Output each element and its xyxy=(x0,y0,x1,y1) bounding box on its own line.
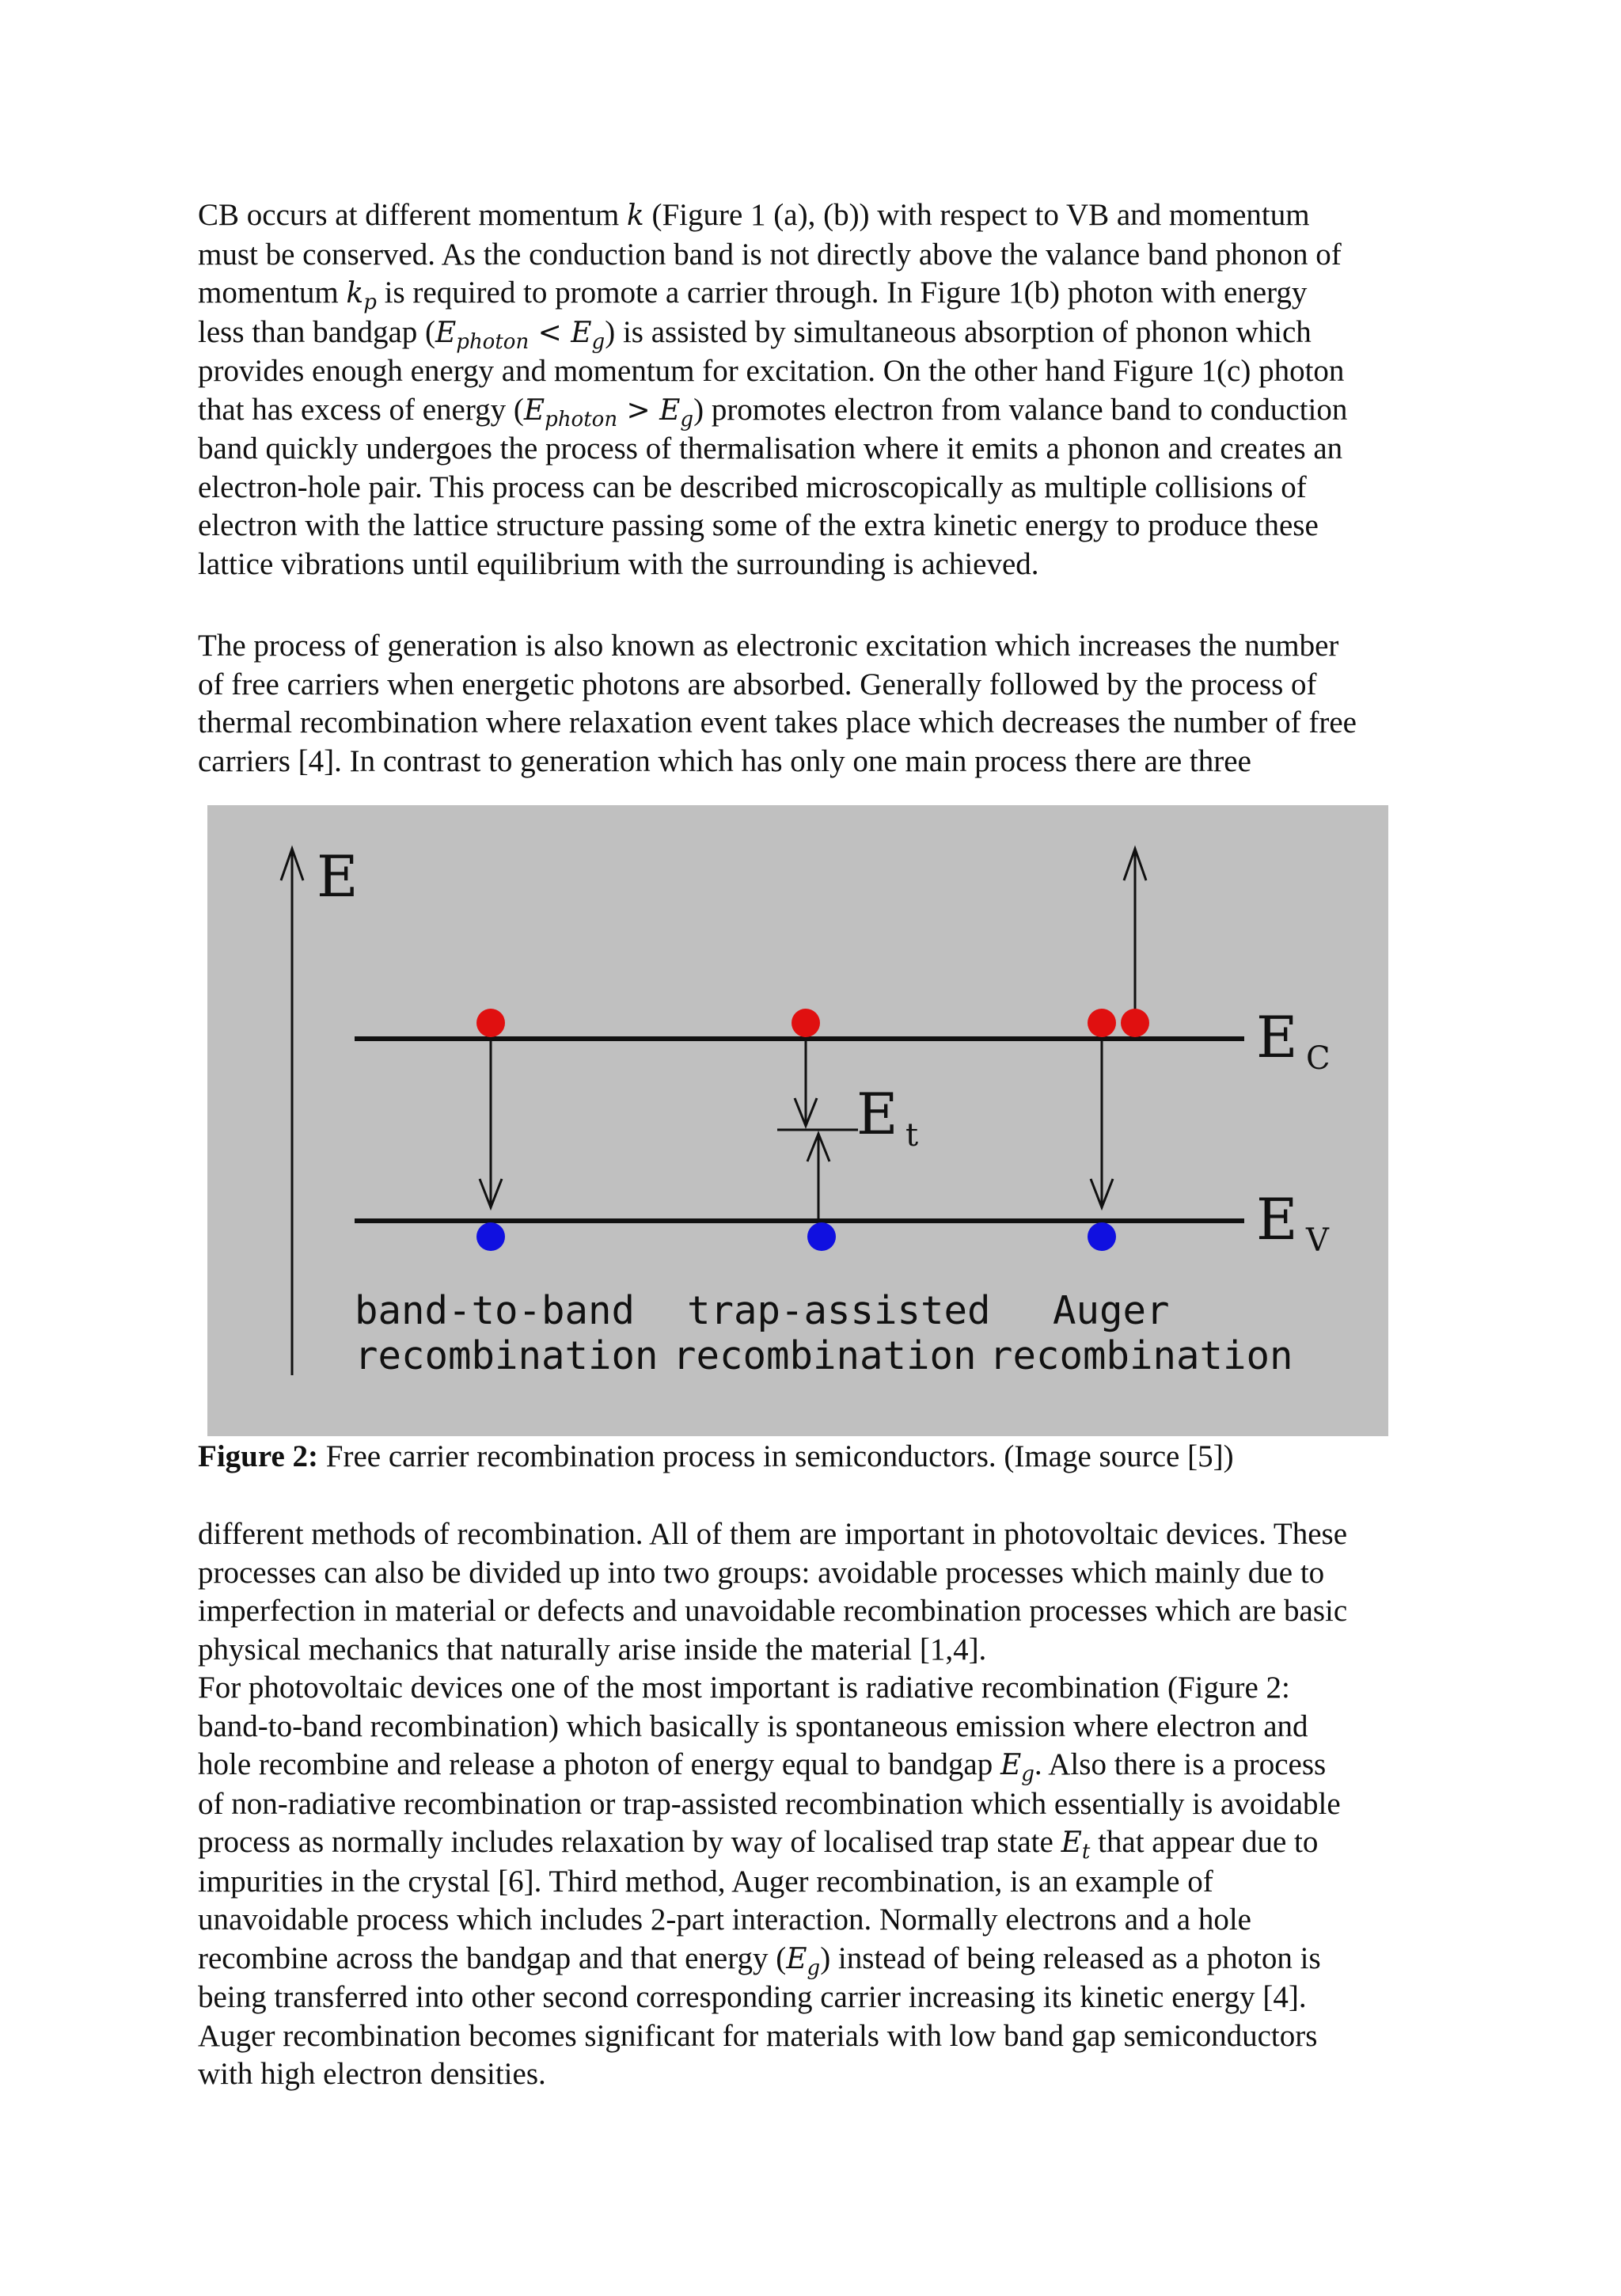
band-to-band-electron xyxy=(476,1009,505,1037)
paragraph-3-line: being transferred into other second corresponding carrier increasing its kinetic energy [4]. xyxy=(198,1980,1307,2014)
paragraph-3-line: Auger recombination becomes significant for materials with low band gap semiconductors xyxy=(198,2018,1318,2053)
figure-caption xyxy=(198,1438,1234,1476)
paragraph-2-line: of free carriers when energetic photons are absorbed. Generally followed by the process of xyxy=(198,667,1317,701)
paragraph-2-line: The process of generation is also known as electronic excitation which increases the number xyxy=(198,629,1339,663)
paragraph-3-line: band-to-band recombination) which basically is spontaneous emission where electron and xyxy=(198,1709,1308,1743)
et-subscript: t xyxy=(905,1117,919,1154)
ec-label: E xyxy=(1256,1004,1298,1070)
auger-label-2: recombination xyxy=(989,1333,1293,1378)
paragraph-1 xyxy=(198,196,1433,584)
paragraph-1-line: CB occurs at different momentum k (Figure 1 (a), (b)) with respect to VB and momentum xyxy=(198,198,1310,232)
trap-assisted-label-2: recombination xyxy=(673,1333,977,1378)
paragraph-3 xyxy=(198,1515,1433,2094)
paragraph-1-line: electron-hole pair. This process can be described microscopically as multiple collisions of xyxy=(198,469,1307,504)
paragraph-1-line: momentum $k_p$ is required to promote a carrier through. In Figure 1(b) photon with energy xyxy=(198,276,1308,314)
paragraph-3-line: of non-radiative recombination or trap-assisted recombination which essentially is avoidable xyxy=(198,1786,1341,1821)
paragraph-3-line: process as normally includes relaxation by way of localised trap state $E_t$ that appear due to xyxy=(198,1825,1319,1864)
auger-label-1: Auger xyxy=(1053,1288,1170,1333)
paragraph-3-line: processes can also be divided up into two groups: avoidable processes which mainly due to xyxy=(198,1555,1325,1590)
paragraph-1-line: electron with the lattice structure passing some of the extra kinetic energy to produce these xyxy=(198,508,1319,542)
ev-subscript: V xyxy=(1306,1222,1329,1259)
auger-electron-2 xyxy=(1121,1009,1149,1037)
trap-assisted-label-1: trap-assisted xyxy=(687,1288,991,1333)
paragraph-3-line: For photovoltaic devices one of the most important is radiative recombination (Figure 2: xyxy=(198,1671,1290,1705)
paragraph-1-line: that has excess of energy $(E_{photon} > E_g)$ promotes electron from valance band to conduction xyxy=(198,392,1348,431)
band-to-band-label-2: recombination xyxy=(355,1333,659,1378)
et-label: E xyxy=(856,1081,898,1147)
paragraph-3-line: hole recombine and release a photon of energy equal to bandgap $E_g$. Also there is a process xyxy=(198,1747,1327,1786)
ec-subscript: C xyxy=(1306,1040,1331,1077)
band-to-band-label-1: band-to-band xyxy=(355,1288,636,1333)
energy-axis-label: E xyxy=(317,843,359,910)
trap-assisted-hole xyxy=(807,1222,836,1251)
paragraph-3-line: different methods of recombination. All of them are important in photovoltaic devices. These xyxy=(198,1517,1348,1551)
band-to-band-hole xyxy=(476,1222,505,1251)
math-symbol: k xyxy=(626,200,644,232)
figure-caption-label: Figure 2: xyxy=(198,1439,319,1473)
ev-label: E xyxy=(1256,1186,1298,1253)
math-symbol: $E_g$ xyxy=(786,1942,821,1980)
paragraph-3-line: impurities in the crystal [6]. Third method, Auger recombination, is an example of xyxy=(198,1864,1213,1899)
auger-hole xyxy=(1088,1222,1116,1251)
math-symbol: $E_g$ xyxy=(1000,1749,1034,1786)
auger-electron-1 xyxy=(1088,1009,1116,1037)
paragraph-3-line: recombine across the bandgap and that energy $(E_g)$ instead of being released as a photon is xyxy=(198,1941,1321,1980)
paragraph-2-line: thermal recombination where relaxation event takes place which decreases the number of free xyxy=(198,705,1357,739)
trap-assisted-electron xyxy=(792,1009,820,1037)
math-symbol: $E_t$ xyxy=(1061,1827,1091,1864)
paragraph-1-line: provides enough energy and momentum for excitation. On the other hand Figure 1(c) photon xyxy=(198,354,1345,388)
math-symbol: $k_p$ xyxy=(346,277,377,314)
paragraph-3-line: imperfection in material or defects and unavoidable recombination processes which are basic xyxy=(198,1594,1348,1628)
paragraph-3-line: physical mechanics that naturally arise inside the material [1,4]. xyxy=(198,1632,987,1667)
math-symbol: $E_{photon} < E_g$ xyxy=(435,316,606,354)
recombination-figure xyxy=(207,805,1388,1436)
paragraph-3-line: unavoidable process which includes 2-part interaction. Normally electrons and a hole xyxy=(198,1903,1251,1937)
paragraph-3-line: with high electron densities. xyxy=(198,2057,546,2091)
paragraph-1-line: lattice vibrations until equilibrium with the surrounding is achieved. xyxy=(198,546,1039,581)
math-symbol: $E_{photon} > E_g$ xyxy=(523,393,694,431)
recombination-diagram xyxy=(207,805,1388,1436)
paragraph-2-line: carriers [4]. In contrast to generation which has only one main process there are three xyxy=(198,743,1251,778)
paragraph-1-line: must be conserved. As the conduction band is not directly above the valance band phonon of xyxy=(198,237,1342,272)
figure-caption-text: Free carrier recombination process in semiconductors. (Image source [5]) xyxy=(318,1439,1234,1473)
paragraph-1-line: band quickly undergoes the process of thermalisation where it emits a phonon and creates an xyxy=(198,431,1343,466)
paragraph-1-line: less than bandgap $(E_{photon} < E_g)$ is assisted by simultaneous absorption of phonon which xyxy=(198,314,1312,354)
paragraph-2 xyxy=(198,627,1433,781)
